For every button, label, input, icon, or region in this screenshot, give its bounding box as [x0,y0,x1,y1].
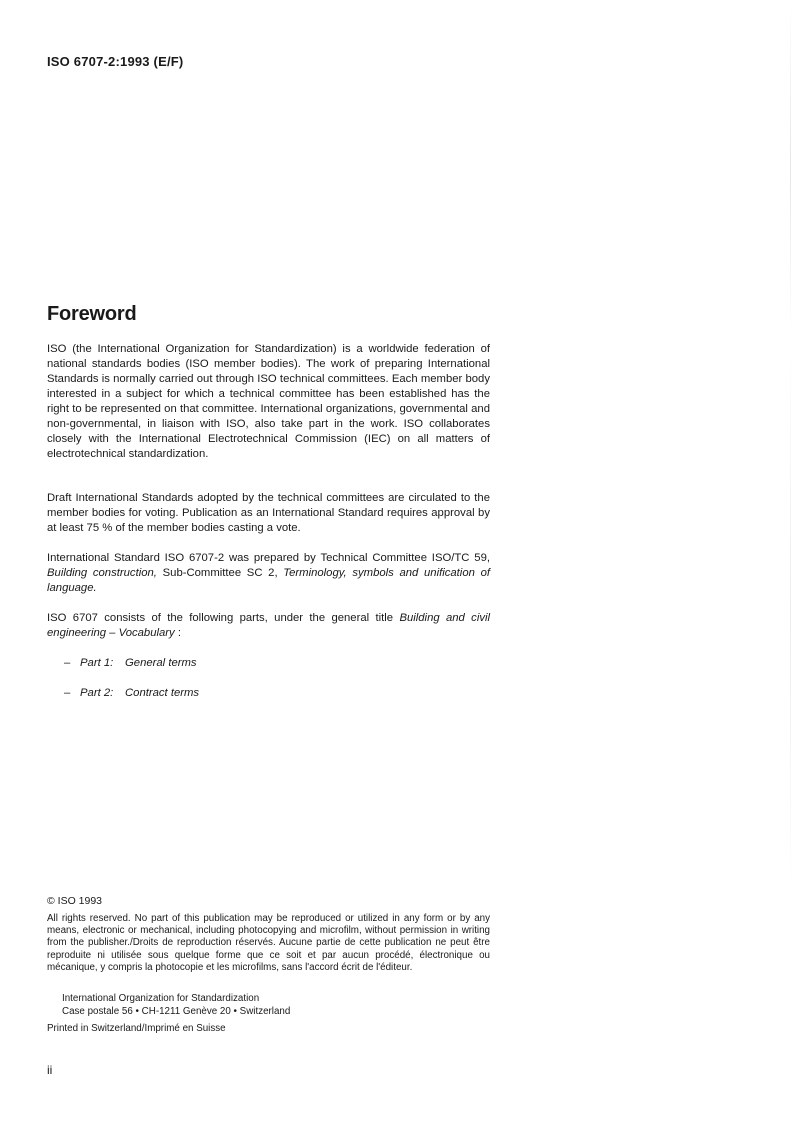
page-title: Foreword [47,303,137,325]
general-title: Building and civil engineering – Vocabulary [47,612,491,639]
document-id: ISO 6707-2:1993 (E/F) [47,54,184,69]
paragraph-4-text-b: : [174,627,181,639]
part-title: General terms [125,657,197,669]
foreword-paragraph-1: ISO (the International Organization for Standardization) is a worldwide federation of national standards bodies (ISO member bodies). The work of preparing International Standards is normally carried out through ISO technical committees. Each member body interested in a subject for which a technical committee has been established has the right to be represented on that committee. International organizations, governmental and non-governmental, in liaison with ISO, also take part in the work. ISO collaborates closely with the International Electrotechnical Commission (IEC) on all matters of electrotechnical standardization. [47,343,490,460]
parts-list [64,657,199,717]
list-dash: – [64,687,71,699]
list-item [64,657,199,687]
copyright-notice: © ISO 1993 [47,895,103,907]
committee-name: Building construction, [47,567,157,579]
part-title: Contract terms [125,687,200,699]
paragraph-4-text-a: ISO 6707 consists of the following parts, under the general title [47,612,400,624]
foreword-paragraph-2: Draft International Standards adopted by the technical committees are circulated to the member bodies for voting. Publication as an International Standard requires approval by at least 75 % of the member bodies casting a vote. [47,492,490,534]
organization-name: International Organization for Standardization [62,993,260,1004]
subcommittee-name: Terminology, symbols and unification of language. [47,567,490,594]
postal-address: Case postale 56 • CH-1211 Genève 20 • Switzerland [62,1005,291,1017]
rights-statement: All rights reserved. No part of this publication may be reproduced or utilized in any form or by any means, electronic or mechanical, including photocopying and microfilm, without permission in writing from the publisher./Droits de reproduction réservés. Aucune partie de cette publication ne peut être reproduite ni utilisée sous quelque forme que ce soit et par aucun procédé, électronique ou mécanique, y compris la photocopie et les microfilms, sans l'accord écrit de l'éditeur. [47,913,490,973]
part-number: Part 2: [80,687,114,699]
paragraph-3-text-a: International Standard ISO 6707-2 was prepared by Technical Committee ISO/TC 59, [47,552,490,564]
publisher-address [62,993,290,1018]
scan-edge-shadow [790,0,791,1122]
paragraph-3-text-b: Sub-Committee SC 2, [156,567,284,579]
printed-in: Printed in Switzerland/Imprimé en Suisse [47,1023,226,1034]
foreword-paragraph-4 [47,611,490,641]
page-number: ii [47,1063,53,1077]
list-dash: – [64,657,71,669]
list-item [64,687,199,717]
part-number: Part 1: [80,657,114,669]
foreword-paragraph-3 [47,551,490,596]
